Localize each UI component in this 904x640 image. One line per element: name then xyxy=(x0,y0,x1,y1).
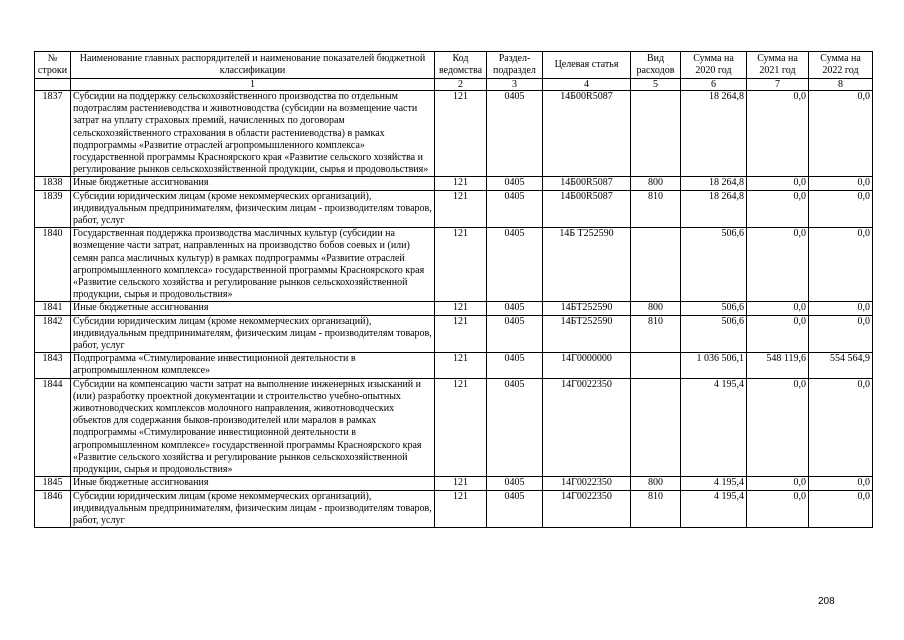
row-sum-2020: 18 264,8 xyxy=(681,177,747,190)
row-number: 1839 xyxy=(35,190,71,228)
header-dept-code: Код ведомства xyxy=(435,52,487,79)
row-sum-2021: 0,0 xyxy=(747,177,809,190)
budget-table xyxy=(34,51,873,528)
column-number-row xyxy=(35,79,873,91)
row-expense-type: 800 xyxy=(631,302,681,315)
page-number: 208 xyxy=(818,596,835,607)
column-number: 5 xyxy=(631,79,681,91)
row-name: Государственная поддержка производства масличных культур (субсидии на возмещение части затрат, направленных на производство бобов соевых и (или) семян рапса масличных культур) в рамках подпрограммы «Развитие отраслей агропромышленного комплекса» государственной программы Красноярского края «Развитие сельского хозяйства и регулирование рынков сельскохозяйственной продукции, сырья и продовольствия» xyxy=(71,228,435,302)
row-dept-code: 121 xyxy=(435,302,487,315)
column-number: 8 xyxy=(809,79,873,91)
row-name: Иные бюджетные ассигнования xyxy=(71,302,435,315)
row-expense-type: 810 xyxy=(631,315,681,353)
row-section: 0405 xyxy=(487,353,543,378)
row-expense-type: 800 xyxy=(631,177,681,190)
row-section: 0405 xyxy=(487,315,543,353)
table-body xyxy=(35,91,873,528)
row-number: 1845 xyxy=(35,477,71,490)
header-sum-2021: Сумма на 2021 год xyxy=(747,52,809,79)
row-name: Субсидии юридическим лицам (кроме некоммерческих организаций), индивидуальным предпринимателям, физическим лицам - производителям товаров, работ, услуг xyxy=(71,190,435,228)
table-row xyxy=(35,302,873,315)
row-sum-2020: 18 264,8 xyxy=(681,91,747,177)
row-sum-2022: 0,0 xyxy=(809,490,873,528)
column-number: 3 xyxy=(487,79,543,91)
row-sum-2020: 1 036 506,1 xyxy=(681,353,747,378)
row-target: 14Г0022350 xyxy=(543,477,631,490)
row-dept-code: 121 xyxy=(435,91,487,177)
row-target: 14Б00R5087 xyxy=(543,190,631,228)
row-target: 14Б00R5087 xyxy=(543,91,631,177)
row-expense-type xyxy=(631,378,681,477)
column-number: 7 xyxy=(747,79,809,91)
row-sum-2021: 548 119,6 xyxy=(747,353,809,378)
row-sum-2022: 0,0 xyxy=(809,177,873,190)
row-section: 0405 xyxy=(487,378,543,477)
row-name: Подпрограмма «Стимулирование инвестиционной деятельности в агропромышленном комплексе» xyxy=(71,353,435,378)
row-section: 0405 xyxy=(487,228,543,302)
row-name: Иные бюджетные ассигнования xyxy=(71,177,435,190)
row-dept-code: 121 xyxy=(435,378,487,477)
row-number: 1841 xyxy=(35,302,71,315)
row-dept-code: 121 xyxy=(435,353,487,378)
row-name: Субсидии юридическим лицам (кроме некоммерческих организаций), индивидуальным предпринимателям, физическим лицам - производителям товаров, работ, услуг xyxy=(71,315,435,353)
row-number: 1840 xyxy=(35,228,71,302)
row-number: 1844 xyxy=(35,378,71,477)
row-target: 14БТ252590 xyxy=(543,302,631,315)
header-sum-2022: Сумма на 2022 год xyxy=(809,52,873,79)
row-sum-2021: 0,0 xyxy=(747,315,809,353)
row-expense-type xyxy=(631,91,681,177)
row-sum-2021: 0,0 xyxy=(747,228,809,302)
row-target: 14Б Т252590 xyxy=(543,228,631,302)
table-row xyxy=(35,378,873,477)
row-sum-2022: 554 564,9 xyxy=(809,353,873,378)
row-name: Субсидии на поддержку сельскохозяйственного производства по отдельным подотраслям растениеводства и животноводства (субсидии на возмещение части затрат на уплату страховых премий, начисленных по договорам сельскохозяйственного страхования в области растениеводства) в рамках подпрограммы «Развитие отраслей агропромышленного комплекса» государственной программы Красноярского края «Развитие сельского хозяйства и регулирование рынков сельскохозяйственной продукции, сырья и продовольствия» xyxy=(71,91,435,177)
row-section: 0405 xyxy=(487,190,543,228)
table-row xyxy=(35,177,873,190)
row-sum-2022: 0,0 xyxy=(809,315,873,353)
row-name: Иные бюджетные ассигнования xyxy=(71,477,435,490)
row-sum-2022: 0,0 xyxy=(809,378,873,477)
row-sum-2021: 0,0 xyxy=(747,490,809,528)
column-number xyxy=(35,79,71,91)
column-number: 6 xyxy=(681,79,747,91)
table-row xyxy=(35,490,873,528)
row-number: 1846 xyxy=(35,490,71,528)
row-sum-2020: 506,6 xyxy=(681,315,747,353)
row-number: 1837 xyxy=(35,91,71,177)
header-target: Целевая статья xyxy=(543,52,631,79)
header-row-no: № строки xyxy=(35,52,71,79)
row-section: 0405 xyxy=(487,177,543,190)
row-expense-type: 810 xyxy=(631,190,681,228)
table-row xyxy=(35,315,873,353)
header-row xyxy=(35,52,873,79)
header-name: Наименование главных распорядителей и наименование показателей бюджетной классификации xyxy=(71,52,435,79)
column-number: 4 xyxy=(543,79,631,91)
row-target: 14Б00R5087 xyxy=(543,177,631,190)
row-target: 14Г0022350 xyxy=(543,490,631,528)
row-sum-2020: 506,6 xyxy=(681,228,747,302)
row-number: 1838 xyxy=(35,177,71,190)
row-name: Субсидии юридическим лицам (кроме некоммерческих организаций), индивидуальным предпринимателям, физическим лицам - производителям товаров, работ, услуг xyxy=(71,490,435,528)
row-dept-code: 121 xyxy=(435,177,487,190)
row-sum-2022: 0,0 xyxy=(809,91,873,177)
row-number: 1843 xyxy=(35,353,71,378)
table-row xyxy=(35,91,873,177)
row-dept-code: 121 xyxy=(435,315,487,353)
row-sum-2020: 18 264,8 xyxy=(681,190,747,228)
row-sum-2020: 4 195,4 xyxy=(681,477,747,490)
row-name: Субсидии на компенсацию части затрат на выполнение инженерных изысканий и (или) разработку проектной документации и строительство учебно-опытных животноводческих комплексов молочного направления, животноводческих объектов для содержания быков-производителей или маралов в рамках подпрограммы «Стимулирование инвестиционной деятельности в агропромышленном комплексе» государственной программы Красноярского края «Развитие сельского хозяйства и регулирование рынков сельскохозяйственной продукции, сырья и продовольствия» xyxy=(71,378,435,477)
table-row xyxy=(35,228,873,302)
row-sum-2021: 0,0 xyxy=(747,91,809,177)
row-section: 0405 xyxy=(487,490,543,528)
row-number: 1842 xyxy=(35,315,71,353)
table-row xyxy=(35,353,873,378)
column-number: 2 xyxy=(435,79,487,91)
row-sum-2021: 0,0 xyxy=(747,302,809,315)
row-sum-2020: 4 195,4 xyxy=(681,378,747,477)
row-sum-2021: 0,0 xyxy=(747,378,809,477)
row-target: 14Г0022350 xyxy=(543,378,631,477)
row-sum-2021: 0,0 xyxy=(747,190,809,228)
row-sum-2022: 0,0 xyxy=(809,190,873,228)
row-dept-code: 121 xyxy=(435,228,487,302)
row-dept-code: 121 xyxy=(435,190,487,228)
row-sum-2022: 0,0 xyxy=(809,228,873,302)
row-expense-type xyxy=(631,353,681,378)
row-sum-2022: 0,0 xyxy=(809,302,873,315)
row-section: 0405 xyxy=(487,91,543,177)
row-dept-code: 121 xyxy=(435,490,487,528)
row-sum-2020: 4 195,4 xyxy=(681,490,747,528)
row-section: 0405 xyxy=(487,302,543,315)
row-target: 14БТ252590 xyxy=(543,315,631,353)
row-sum-2022: 0,0 xyxy=(809,477,873,490)
header-sum-2020: Сумма на 2020 год xyxy=(681,52,747,79)
row-dept-code: 121 xyxy=(435,477,487,490)
header-section: Раздел-подраздел xyxy=(487,52,543,79)
column-number: 1 xyxy=(71,79,435,91)
row-expense-type xyxy=(631,228,681,302)
row-expense-type: 810 xyxy=(631,490,681,528)
table-row xyxy=(35,477,873,490)
header-expense-type: Вид расходов xyxy=(631,52,681,79)
row-section: 0405 xyxy=(487,477,543,490)
table-row xyxy=(35,190,873,228)
row-sum-2021: 0,0 xyxy=(747,477,809,490)
row-expense-type: 800 xyxy=(631,477,681,490)
row-sum-2020: 506,6 xyxy=(681,302,747,315)
row-target: 14Г0000000 xyxy=(543,353,631,378)
